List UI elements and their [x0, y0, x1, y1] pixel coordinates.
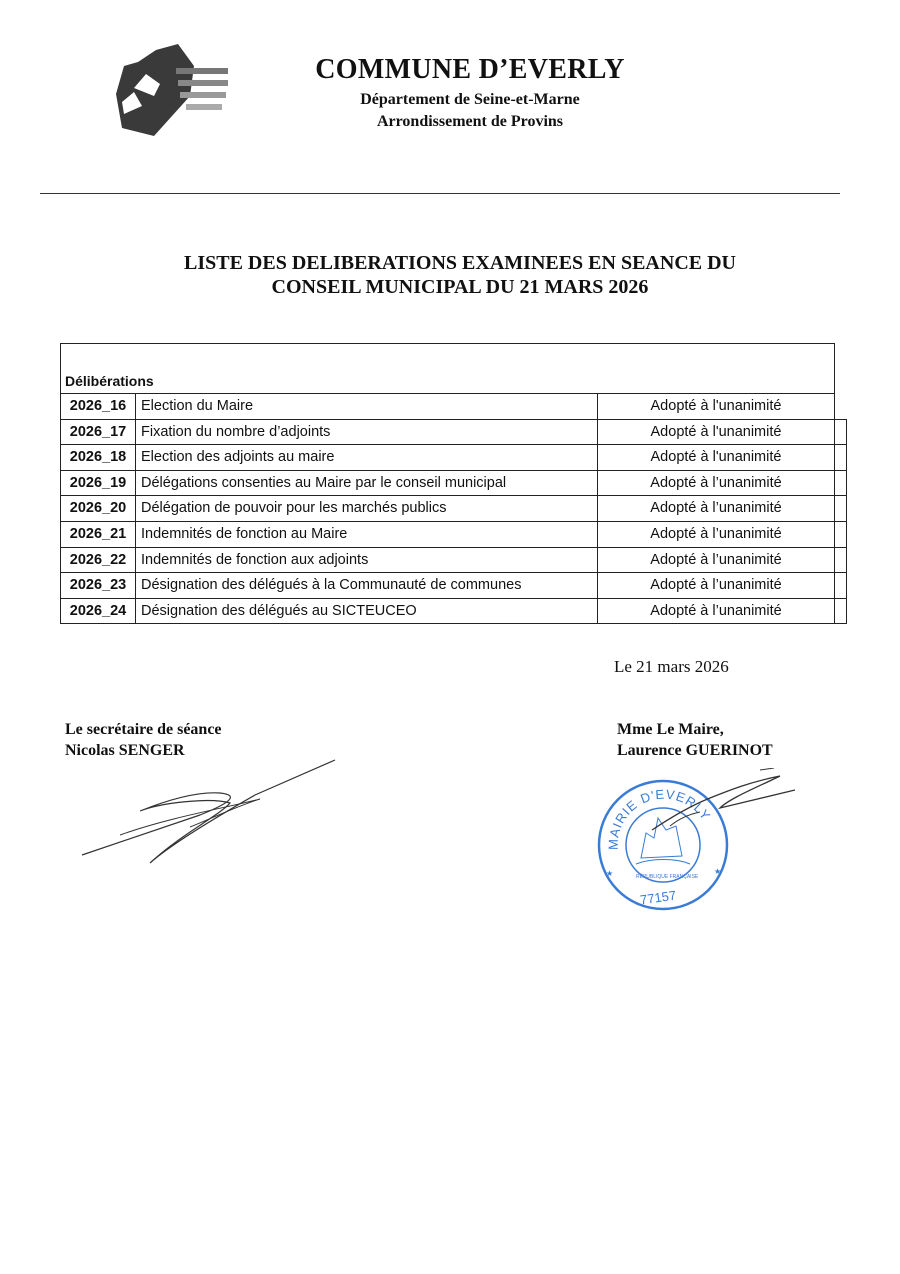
deliberation-code: 2026_24: [60, 599, 136, 624]
deliberation-label: Election des adjoints au maire: [141, 449, 335, 466]
deliberation-status: Adopté à l’unanimité: [597, 599, 835, 624]
arrondissement: Arrondissement de Provins: [376, 113, 564, 130]
document-title-line1: LISTE DES DELIBERATIONS EXAMINEES EN SEANCE DU: [183, 252, 736, 274]
deliberation-status: Adopté à l’unanimité: [597, 471, 835, 496]
table-cell-empty: [835, 445, 847, 470]
document-title-line2: CONSEIL MUNICIPAL DU 21 MARS 2026: [271, 276, 649, 298]
mayor-signature: [650, 768, 800, 838]
deliberation-status: Adopté à l'unanimité: [597, 420, 835, 445]
table-row: [60, 470, 847, 496]
deliberation-label: Délégation de pouvoir pour les marchés publics: [141, 500, 447, 517]
deliberation-status: Adopté à l'unanimité: [597, 394, 835, 419]
svg-text:★: ★: [606, 869, 614, 878]
deliberation-code: 2026_17: [60, 420, 136, 445]
stamp-text: MAIRIE D'EVERLY: [605, 786, 714, 851]
deliberation-code: 2026_16: [60, 394, 136, 419]
departement: Département de Seine-et-Marne: [360, 91, 580, 108]
mayor-name: Laurence GUERINOT: [617, 742, 773, 759]
deliberation-label: Délégations consenties au Maire par le conseil municipal: [141, 474, 507, 491]
deliberation-status: Adopté à l’unanimité: [597, 522, 835, 547]
header-divider: [40, 193, 840, 194]
table-row: [60, 393, 835, 419]
table-row: [60, 444, 847, 470]
deliberation-label: Désignation des délégués à la Communauté de communes: [141, 577, 522, 594]
svg-text:★: ★: [714, 867, 722, 876]
table-row: [60, 572, 847, 598]
deliberation-code: 2026_22: [60, 548, 136, 573]
table-row: [60, 495, 847, 521]
secretary-signature: [80, 755, 340, 870]
secretary-title: Le secrétaire de séance: [65, 721, 222, 738]
deliberation-label: Désignation des délégués au SICTEUCEO: [141, 602, 417, 619]
mayor-title: Mme Le Maire,: [617, 721, 724, 738]
deliberation-status: Adopté à l’unanimité: [597, 496, 835, 521]
table-cell-empty: [835, 599, 847, 624]
table-row: [60, 598, 847, 625]
deliberation-code: 2026_19: [60, 471, 136, 496]
deliberation-label: Fixation du nombre d’adjoints: [141, 423, 331, 440]
table-cell-empty: [835, 548, 847, 573]
deliberation-status: Adopté à l’unanimité: [597, 548, 835, 573]
deliberation-label: Indemnités de fonction aux adjoints: [141, 551, 369, 568]
commune-name: COMMUNE D’EVERLY: [315, 54, 625, 85]
table-cell-empty: [835, 522, 847, 547]
deliberations-table: [60, 393, 847, 624]
secretary-name: Nicolas SENGER: [65, 742, 185, 759]
deliberation-code: 2026_20: [60, 496, 136, 521]
deliberation-label: Indemnités de fonction au Maire: [141, 525, 348, 542]
deliberation-code: 2026_21: [60, 522, 136, 547]
table-cell-empty: [835, 573, 847, 598]
deliberations-table-header-cell: [60, 343, 835, 393]
deliberation-code: 2026_18: [60, 445, 136, 470]
table-row: [60, 547, 847, 573]
stamp-subtext: RÉPUBLIQUE FRANÇAISE: [636, 874, 699, 880]
table-row: [60, 521, 847, 547]
deliberation-label: Election du Maire: [141, 398, 254, 414]
deliberation-status: Adopté à l'unanimité: [597, 445, 835, 470]
table-cell-empty: [835, 496, 847, 521]
table-row: [60, 419, 847, 445]
deliberation-status: Adopté à l’unanimité: [597, 573, 835, 598]
document-date: Le 21 mars 2026: [614, 657, 729, 676]
stamp-number: 77157: [639, 887, 678, 908]
table-cell-empty: [835, 420, 847, 445]
table-cell-empty: [835, 471, 847, 496]
deliberations-header: Délibérations: [65, 373, 154, 389]
deliberation-code: 2026_23: [60, 573, 136, 598]
